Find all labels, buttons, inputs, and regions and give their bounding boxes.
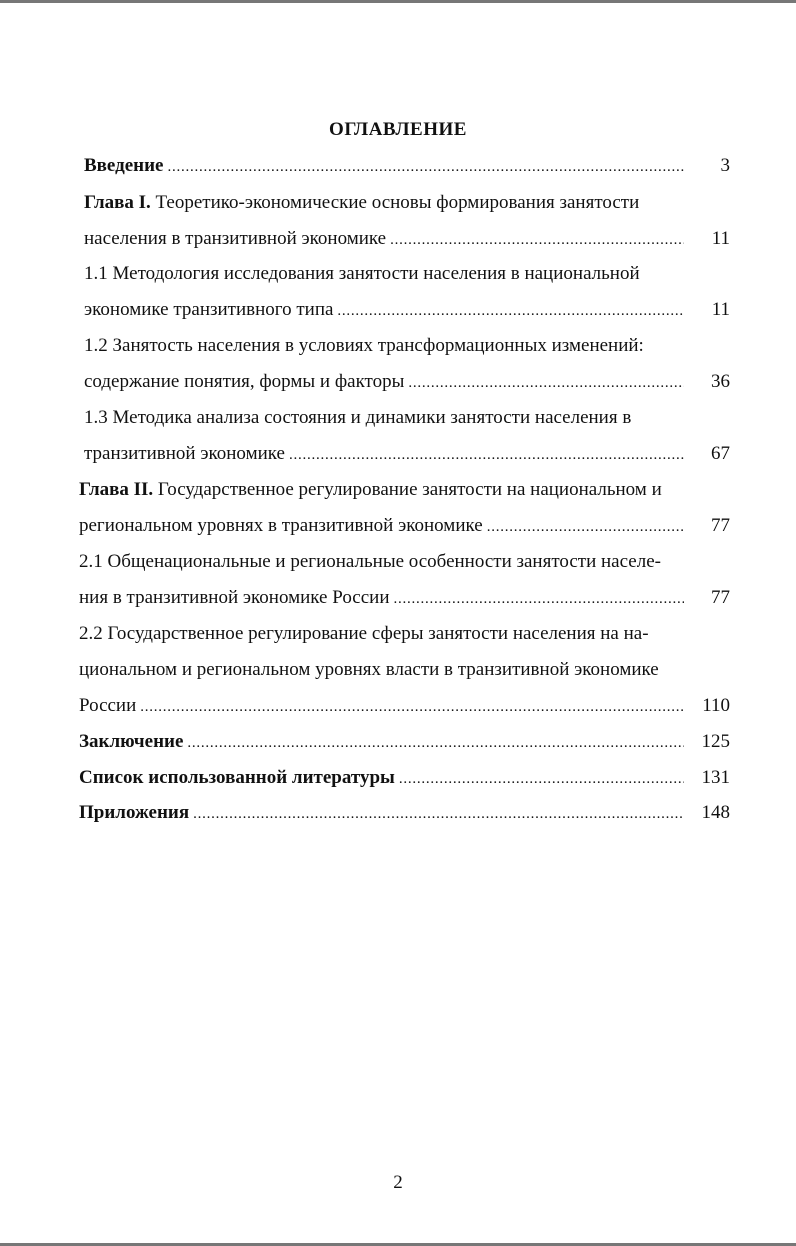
toc-text-line: транзитивной экономике <box>84 443 285 464</box>
toc-entry-s12-cont <box>84 370 684 395</box>
toc-text-line: ния в транзитивной экономике России <box>79 587 390 608</box>
toc-page-intro: 3 <box>720 155 730 176</box>
toc-entry-s12 <box>84 334 644 358</box>
toc-entry-s13-cont <box>84 442 684 467</box>
dot-leader <box>289 442 684 467</box>
toc-page-appendix: 148 <box>701 802 730 823</box>
toc-entry-references <box>79 766 684 791</box>
toc-label-conclusion: Заключение <box>79 731 184 752</box>
toc-page-s13: 67 <box>711 443 730 464</box>
toc-page-s21: 77 <box>711 587 730 608</box>
dot-leader <box>168 154 685 179</box>
toc-text-line: 2.1 Общенациональные и региональные особенности занятости населе- <box>79 551 661 572</box>
toc-entry-ch2-cont <box>79 514 684 539</box>
toc-text-line: Теоретико-экономические основы формирования занятости <box>155 192 640 213</box>
toc-text-line: содержание понятия, формы и факторы <box>84 371 405 392</box>
toc-entry-appendix <box>79 801 684 826</box>
toc-text-line: региональном уровнях в транзитивной экономике <box>79 515 483 536</box>
toc-entry-s11-cont <box>84 298 684 323</box>
dot-leader <box>408 370 684 395</box>
toc-page-ch1: 11 <box>711 228 730 249</box>
toc-entry-s22 <box>79 622 649 646</box>
toc-text-line: 1.2 Занятость населения в условиях трансформационных изменений: <box>84 335 644 356</box>
toc-text-line: населения в транзитивной экономике <box>84 228 387 249</box>
toc-entry-ch1-cont <box>84 227 684 252</box>
toc-text-line: экономике транзитивного типа <box>84 299 334 320</box>
dot-leader <box>394 586 684 611</box>
page-number: 2 <box>393 1172 403 1193</box>
dot-leader <box>390 227 684 252</box>
toc-entry-s21-cont <box>79 586 684 611</box>
toc-text-line: 2.2 Государственное регулирование сферы занятости населения на на- <box>79 623 649 644</box>
toc-text-line: 1.3 Методика анализа состояния и динамики занятости населения в <box>84 407 632 428</box>
toc-page-s12: 36 <box>711 371 730 392</box>
toc-text-line: России <box>79 695 137 716</box>
toc-page-s11: 11 <box>711 299 730 320</box>
toc-text-line: 1.1 Методология исследования занятости населения в национальной <box>84 263 640 284</box>
toc-entry-conclusion <box>79 730 684 755</box>
toc-page-s22: 110 <box>702 695 730 716</box>
toc-text-line: циональном и региональном уровнях власти в транзитивной экономике <box>79 659 659 680</box>
dot-leader <box>187 730 684 755</box>
toc-entry-s13 <box>84 406 631 430</box>
toc-page-ch2: 77 <box>711 515 730 536</box>
toc-entry-s22-cont <box>79 658 659 682</box>
toc-label-references: Список использованной литературы <box>79 767 395 788</box>
toc-entry-s22-cont2 <box>79 694 684 719</box>
dot-leader <box>487 514 684 539</box>
toc-entry-ch2 <box>79 478 662 502</box>
toc-text-line: Государственное регулирование занятости на национальном и <box>157 479 662 500</box>
chapter-prefix: Глава II. <box>79 479 154 500</box>
toc-page-conclusion: 125 <box>701 731 730 752</box>
toc-entry-s21 <box>79 550 661 574</box>
chapter-prefix: Глава I. <box>84 192 151 213</box>
toc-entry-s11 <box>84 262 640 286</box>
toc-label-intro: Введение <box>84 155 164 176</box>
toc-label-appendix: Приложения <box>79 802 190 823</box>
page-title: ОГЛАВЛЕНИЕ <box>329 119 467 140</box>
toc-entry-ch1 <box>84 191 639 215</box>
dot-leader <box>399 766 684 791</box>
dot-leader <box>140 694 684 719</box>
dot-leader <box>337 298 684 323</box>
scan-edge-top <box>0 0 796 3</box>
toc-entry-intro <box>84 154 684 179</box>
toc-page-references: 131 <box>701 767 730 788</box>
dot-leader <box>193 801 684 826</box>
